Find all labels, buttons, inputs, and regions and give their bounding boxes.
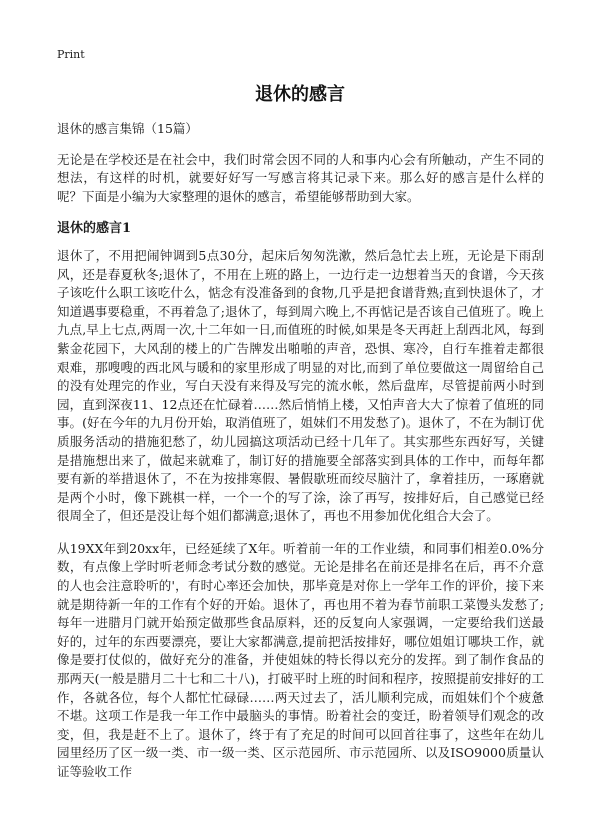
page-title: 退休的感言 xyxy=(255,84,345,105)
section-heading: 退休的感言1 xyxy=(57,221,132,237)
article-subtitle: 退休的感言集锦（15篇） xyxy=(57,121,198,136)
article-body xyxy=(57,120,544,796)
continuation-paragraph: 从19XX年到20xx年，已经延续了X年。听着前一年的工作业绩，和同事们相差0.0%分数，有点像上学时听老师念考试分数的感觉。无论是排名在前还是排名在后，再不介意的人也会注意聆听的'，有时心率还会加快，那毕竟是对你上一学年工作的评价，接下来就是期待新一年的工作有个好的开始。退休了，再也用不着为春节前职工菜馒头发愁了;每年一进腊月门就开始预定做那些食品原料，还的反复向人家强调，一定要给我们送最好的，过年的东西要漂亮，要让大家都满意,提前把活按排好，哪位姐姐订哪块工作，就像是要打仗似的，做好充分的准备，并使姐妹的特长得以充分的发挥。到了制作食品的那两天(一般是腊月二十七和二十八)，打破平时上班的时间和程序，按照提前安排好的工作，各就各位，每个人都忙忙碌碌……两天过去了，活儿顺利完成，而姐妹们个个疲惫不堪。这项工作是我一年工作中最脑头的事情。盼着社会的变迁，盼着领导们观念的改变，但，我是赶不上了。退休了，终于有了充足的时间可以回首往事了，这些年在幼儿园里经历了区一级一类、市一级一类、区示范园所、市示范园所、以及ISO9000质量认证等验收工作 xyxy=(57,540,544,779)
print-link[interactable]: Print xyxy=(57,48,85,61)
intro-paragraph: 无论是在学校还是在社会中，我们时常会因不同的人和事内心会有所触动，产生不同的想法，有这样的时机，就要好好写一写感言将其记录下来。那么好的感言是什么样的呢？下面是小编为大家整理的退休的感言，希望能够帮助到大家。 xyxy=(57,151,544,204)
section-paragraph: 退休了，不用把闹钟调到5点30分，起床后匆匆洗漱，然后急忙去上班，无论是下雨刮风，还是春夏秋冬;退休了，不用在上班的路上，一边行走一边想着当天的食谱，今天孩子该吃什么职工该吃什么，惦念有没准备到的食物,几乎是把食谱背熟;直到快退休了，才知道遇事要稳重，不再着急了;退休了，每到周六晚上,不再惦记是否该自己值班了。晚上九点,早上七点,两周一次,十二年如一日,而值班的时候,如果是冬天再赶上刮西北风，每到紫金花园下，大风刮的楼上的广告牌发出啪啪的声音，恐惧、寒冷，自行车推着走都很艰难，那嗖嗖的西北风与暖和的家里形成了明显的对比,而到了单位要做这一周留给自己的没有处理完的作业，写白天没有来得及写完的流水帐，然后盘库，尽管提前两小时到园，直到深夜11、12点还在忙碌着……然后悄悄上楼，又怕声音大大了惊着了值班的同事。(好在今年的九月份开始，取消值班了，姐妹们不用发愁了)。退休了，不在为制订优质服务活动的措施犯愁了，幼儿园搞这项活动已经十几年了。其实那些东西好写，关键是措施想出来了，做起来就难了，制订好的措施要全部落实到具体的工作中，而每年都要有新的举措退休了，不在为按排寒假、暑假歇班而绞尽脑汁了，拿着挂历，一琢磨就是两个小时，像下跳棋一样，一个一个的写了涂，涂了再写，按排好后，自己感觉已经很周全了，但还是没让每个姐们都满意;退休了，再也不用参加优化组合大会了。 xyxy=(57,247,544,524)
